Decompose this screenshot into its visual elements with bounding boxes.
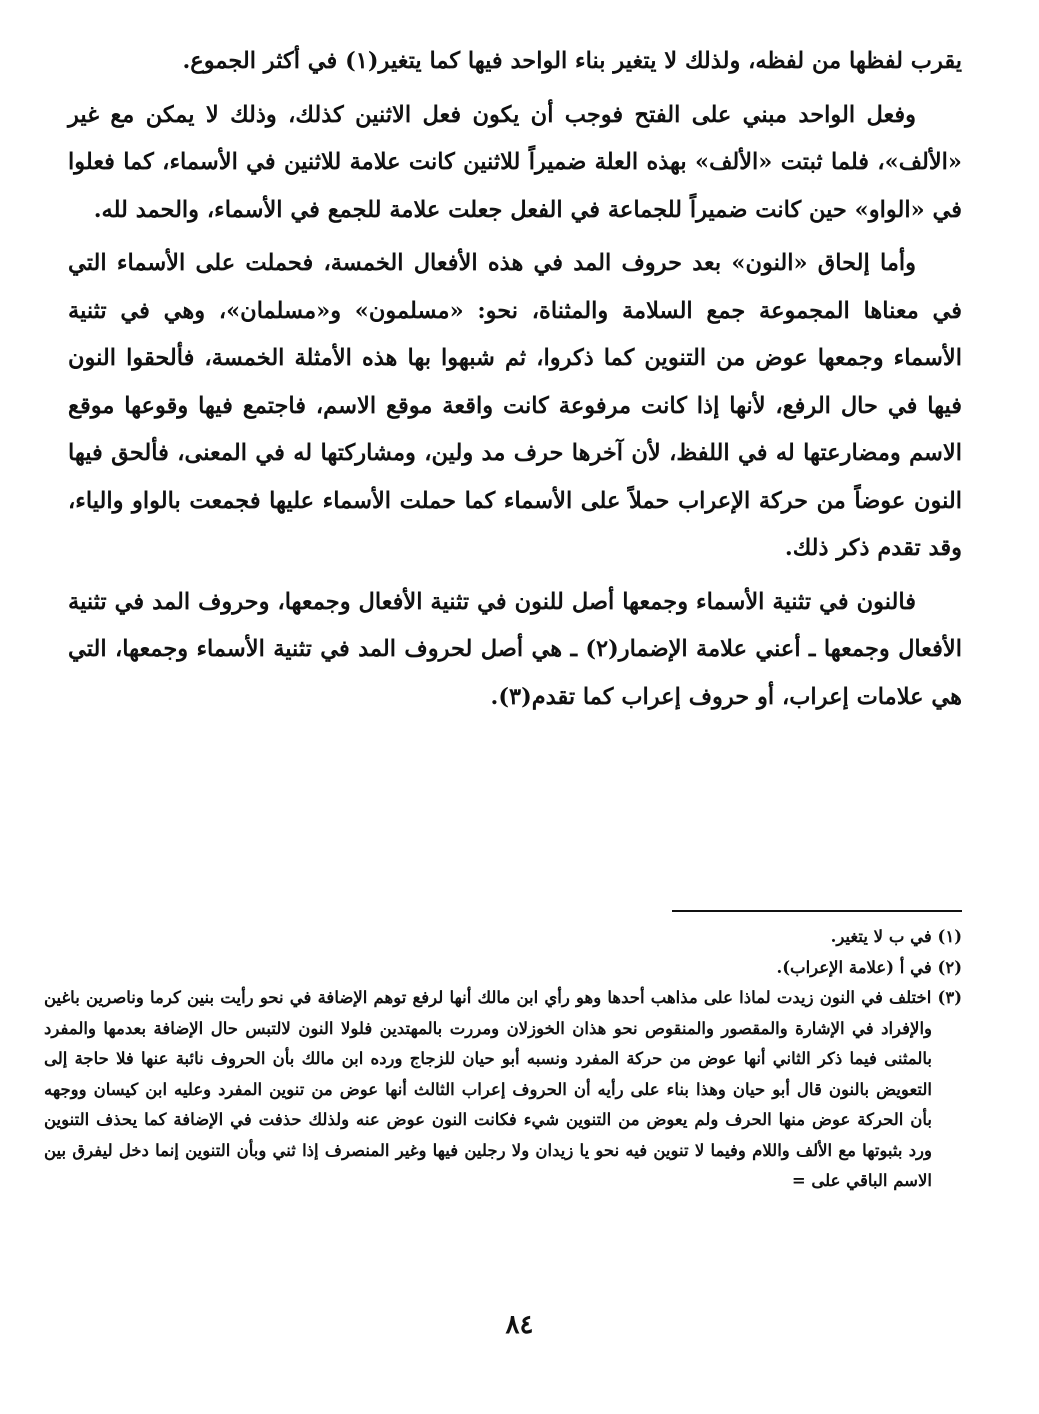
footnotes-section (44, 922, 962, 1197)
paragraph-continuation: يقرب لفظها من لفظه، ولذلك لا يتغير بناء الواحد فيها كما يتغير(١) في أكثر الجموع. (182, 48, 962, 74)
footnote-divider (672, 910, 962, 912)
main-text-body (68, 38, 962, 721)
page-number: ٨٤ (505, 1310, 534, 1340)
footnote-3: (٣) اختلف في النون زيدت لماذا على مذاهب أحدها وهو رأي ابن مالك أنها لرفع توهم الإضافة في نحو رأيت بنين كرما وناصرين باغين والإفراد في الإشارة والمقصور والمنقوص نحو هذان الخوزلان ومررت بالمهتدين فلولا النون لالتبس حال الإضافة بعدمها والمفرد بالمثنى فيما ذكر الثاني أنها عوض من حركة المفرد ونسبه أبو حيان للزجاج ورده ابن مالك بأن الحروف نائبة عنها فلا حاجة إلى التعويض بالنون قال أبو حيان وهذا بناء على رأيه أن الحروف إعراب الثالث أنها عوض من تنوين المفرد وعليه ابن كيسان ووجهه بأن الحركة عوض منها الحرف ولم يعوض من التنوين شيء فكانت النون عوض عنه ولذلك حذفت في الإضافة كما يحذف التنوين ورد بثبوتها مع الألف واللام وفيما لا تنوين فيه نحو يا زيدان ولا رجلين فيها وغير المنصرف إذا ثني وبأن التنوين إنما دخل ليفرق بين الاسم الباقي على = (44, 988, 962, 1190)
paragraph-nun-origin: فالنون في تثنية الأسماء وجمعها أصل للنون في تثنية الأفعال وجمعها، وحروف المد في تثنية الأفعال وجمعها ـ أعني علامة الإضمار(٢) ـ هي أصل لحروف المد في تثنية الأسماء وجمعها، التي هي علامات إعراب، أو حروف إعراب كما تقدم(٣). (68, 588, 962, 710)
paragraph-nun-five-verbs: وأما إلحاق «النون» بعد حروف المد في هذه الأفعال الخمسة، فحملت على الأسماء التي في معناها المجموعة جمع السلامة والمثناة، نحو: «مسلمون» و«مسلمان»، وهي في تثنية الأسماء وجمعها عوض من التنوين كما ذكروا، ثم شبهوا بها هذه الأمثلة الخمسة، فألحقوا النون فيها في حال الرفع، لأنها إذا كانت مرفوعة كانت واقعة موقع الاسم، فاجتمع فيها وقوعها موقع الاسم ومضارعتها له في اللفظ، لأن آخرها حرف مد ولين، ومشاركتها له في المعنى، فألحق فيها النون عوضاً من حركة الإعراب حملاً على الأسماء كما حملت الأسماء عليها فجمعت بالواو والياء، وقد تقدم ذكر ذلك. (68, 250, 962, 561)
footnote-1: (١) في ب لا يتغير. (830, 927, 962, 946)
paragraph-verb-dual: وفعل الواحد مبني على الفتح فوجب أن يكون فعل الاثنين كذلك، وذلك لا يمكن مع غير «الألف»، فلما ثبتت «الألف» بهذه العلة ضميراً للاثنين كانت علامة للاثنين في الأسماء، كما فعلوا في «الواو» حين كانت ضميراً للجماعة في الفعل جعلت علامة للجمع في الأسماء، والحمد لله. (68, 101, 962, 223)
footnote-2: (٢) في أ (علامة الإعراب). (776, 957, 962, 977)
